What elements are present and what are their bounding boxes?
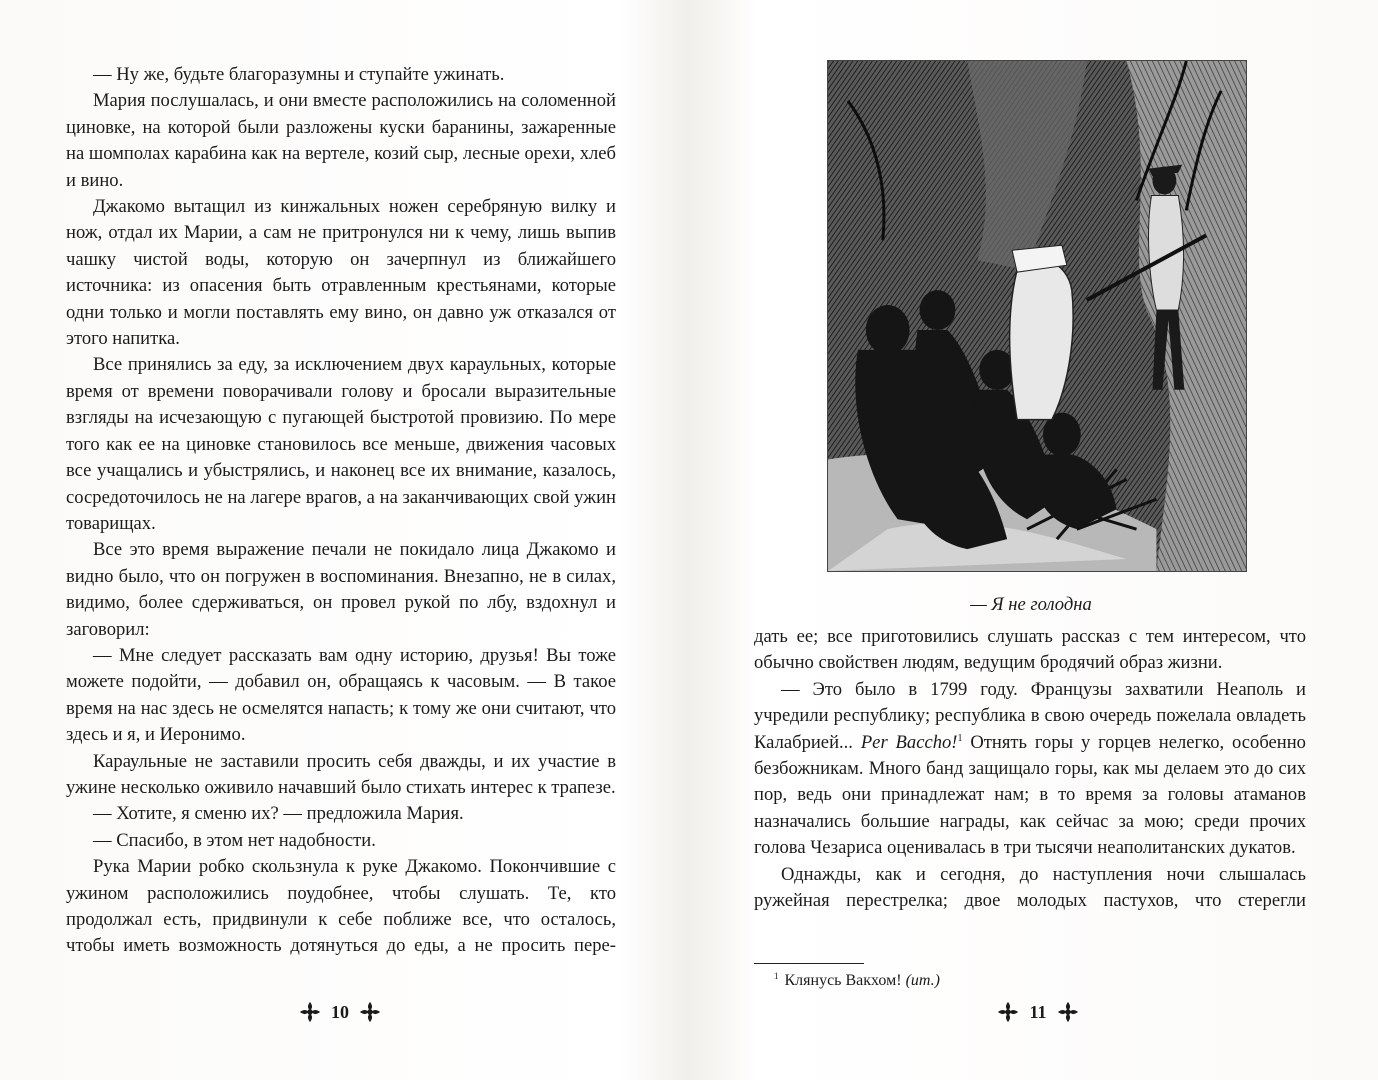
paragraph: — Хотите, я сменю их? — предложила Мария. [93, 803, 464, 825]
footnote-text: Клянусь Вакхом! [784, 972, 906, 989]
paragraph: — Ну же, будьте благоразумны и ступайте ужинать. [93, 64, 505, 85]
footnote-number: 1 [774, 970, 779, 981]
paragraph: Все принялись за еду, за исключением двух караульных, которые время от времени поворачивали голову и бросали выразительные взгляды на исчезающую с пугающей быстротой провизию. По мере того как ее на циновке становилось все меньше, движения часовых все учащались и убыстрялись, и наконец все их внимание, казалось, сосредоточилось не на лагере врагов, а на заканчивающих свой ужин товарищах. [66, 354, 616, 534]
page-number-left [240, 1001, 440, 1023]
paragraph-text: — Это было в 1799 году. Французы захватили Неаполь и учредили республику; республика в свою очередь пожелала овладеть Калабрией... [754, 678, 1306, 753]
footnote-rule [754, 963, 864, 964]
paragraph: — Мне следует рассказать вам одну историю, друзья! Вы тоже можете подойти, — добавил он, обращаясь к часовым. — В такое время на нас здесь не осмелятся напасть; к тому же они считают, что здесь и я, и Иеронимо. [66, 644, 616, 746]
footnote-marker: 1 [957, 732, 963, 744]
right-page-text [754, 624, 1306, 914]
paragraph: Однажды, как и сегодня, до наступления ночи слышалась ружейная перестрелка; двое молодых пастухов, что стерегли [754, 863, 1306, 912]
paragraph: Джакомо вытащил из кинжальных ножен серебряную вилку и нож, отдал их Марии, а сам не притронулся ни к чему, лишь выпив чашку чистой воды, которую он зачерпнул из ближайшего источника: из опасения быть отравленным крестьянами, которые одни только и могли поставлять ему вино, он давно уж отказался от этого напитка. [66, 196, 616, 350]
engraving-bandits-camp-icon [827, 60, 1247, 572]
footnote-abbrev: (ит.) [905, 972, 940, 989]
page-number-right [938, 1001, 1138, 1023]
paragraph [754, 677, 1306, 862]
paragraph: Рука Марии робко скользнула к руке Джакомо. Покончившие с ужином расположились поудобнее, чтобы слушать. Те, кто продолжал есть, придвинули к себе поближе все, что осталось, чтобы иметь возможность дотянуться до еды, а не просить пере- [66, 856, 616, 957]
page-number: 10 [331, 1001, 349, 1022]
italic-phrase: Per Baccho! [860, 731, 958, 753]
right-page [689, 0, 1378, 1080]
paragraph: — Спасибо, в этом нет надобности. [93, 829, 376, 851]
left-page-text [66, 62, 616, 960]
paragraph-text: Отнять горы у горцев нелегко, особенно безбожникам. Много банд защищало горы, как мы делаем это до сих пор, ведь они принадлежат нам; в то время за головы атаманов назначались большие награды, как сейчас за мою; среди прочих голова Чезариса оценивалась в три тысячи неаполитанских дукатов. [754, 731, 1306, 859]
fleuron-icon [299, 1001, 321, 1023]
fleuron-icon [1057, 1001, 1079, 1023]
paragraph: Караульные не заставили просить себя дважды, и их участие в ужине несколько оживило начавший было стихать интерес к трапезе. [66, 750, 616, 798]
fleuron-icon [997, 1001, 1019, 1023]
paragraph: Все это время выражение печали не покидало лица Джакомо и видно было, что он погружен в воспоминания. Внезапно, не в силах, видимо, более сдерживаться, он провел рукой по лбу, вздохнул и заговорил: [66, 539, 616, 640]
footnote [774, 972, 940, 990]
paragraph: Мария послушалась, и они вместе расположились на соломенной циновке, на которой были разложены куски баранины, зажаренные на шомполах карабина как на вертеле, козий сыр, лесные орехи, хлеб и вино. [66, 90, 616, 191]
fleuron-icon [359, 1001, 381, 1023]
page-number: 11 [1029, 1001, 1047, 1022]
illustration-caption: — Я не голодна [970, 594, 1092, 615]
paragraph: дать ее; все приготовились слушать рассказ с тем интересом, что обычно свойствен людям, ведущим бродячий образ жизни. [754, 626, 1306, 674]
